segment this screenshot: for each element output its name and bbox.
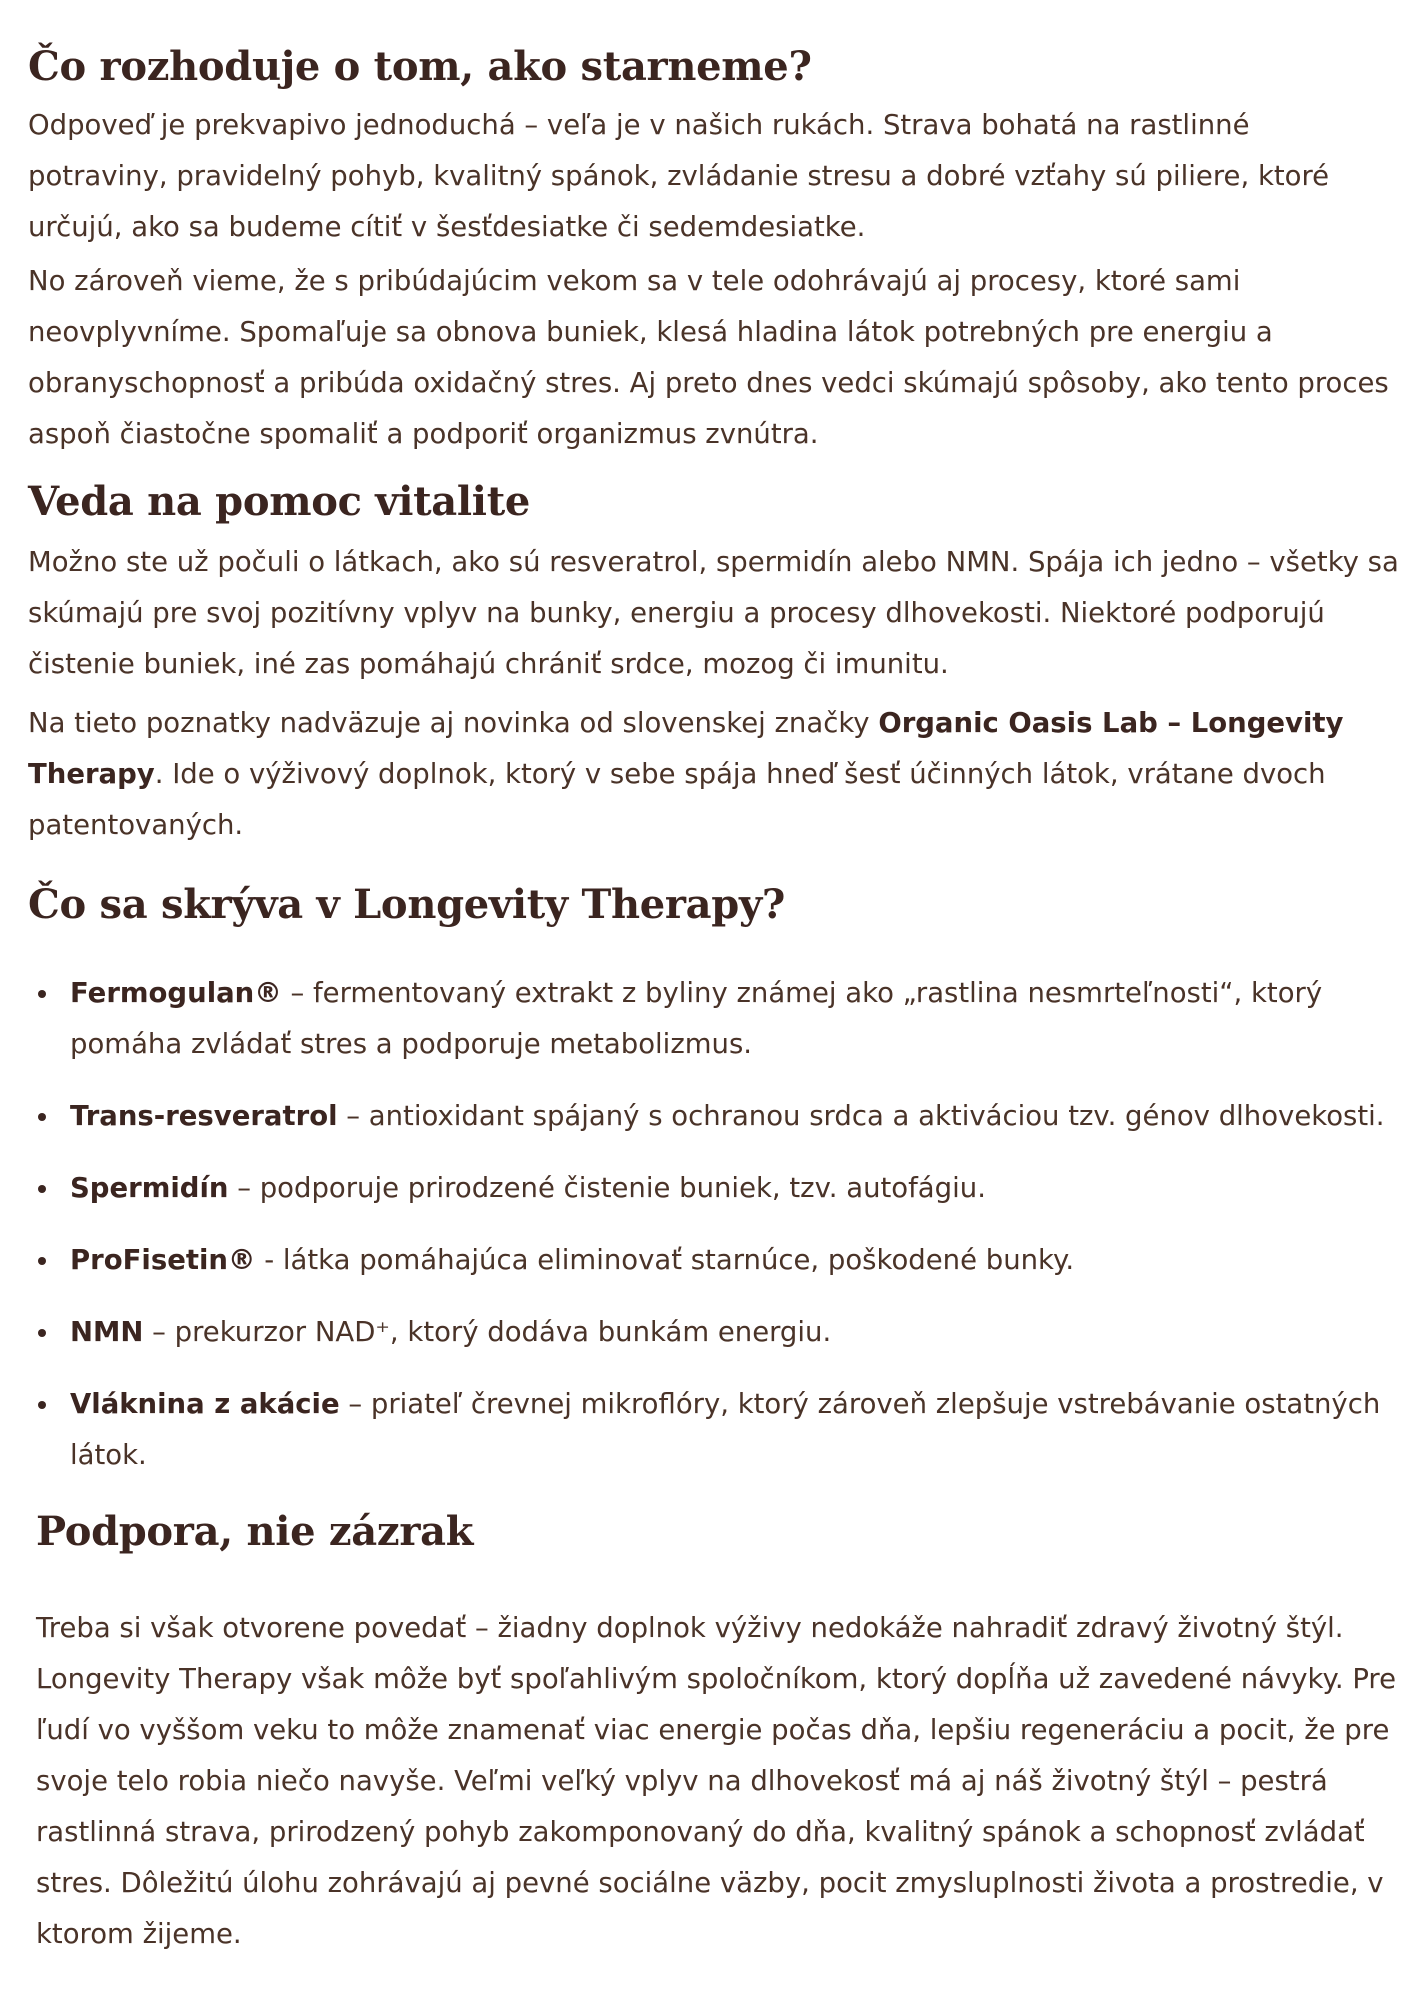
list-item <box>28 1091 1390 1142</box>
ingredient-name: Trans-resveratrol <box>70 1100 338 1132</box>
paragraph-science-2-lead: Na tieto poznatky nadväzuje aj novinka od slovenskej značky <box>28 707 879 739</box>
paragraph-science-2-tail: . Ide o výživový doplnok, ktorý v sebe spája hneď šesť účinných látok, vrátane dvoch patentovaných. <box>28 758 1326 841</box>
ingredient-name: Spermidín <box>70 1172 229 1204</box>
ingredient-desc: – priateľ črevnej mikroflóry, ktorý zároveň zlepšuje vstrebávanie ostatných látok. <box>70 1388 1381 1471</box>
ingredient-list <box>28 968 1390 1502</box>
ingredient-name: Fermogulan® <box>70 977 282 1009</box>
list-item <box>28 1235 1390 1286</box>
ingredient-desc: – podporuje prirodzené čistenie buniek, tzv. autofágiu. <box>228 1172 986 1204</box>
ingredient-name: ProFisetin® <box>70 1244 256 1276</box>
heading-aging: Čo rozhoduje o tom, ako starneme? <box>28 43 812 90</box>
paragraph-science-1: Možno ste už počuli o látkach, ako sú resveratrol, spermidín alebo NMN. Spája ich jedno – všetky sa skúmajú pre svoj pozitívny vplyv na bunky, energiu a procesy dlhovekosti. Niektoré podporujú čistenie buniek, iné zas pomáhajú chrániť srdce, mozog či imunitu. <box>28 546 1399 680</box>
brand-name: Organic Oasis Lab – Longevity Therapy <box>28 707 1344 790</box>
paragraph-aging-2: No zároveň vieme, že s pribúdajúcim vekom sa v tele odohrávajú aj procesy, ktoré sami neovplyvníme. Spomaľuje sa obnova buniek, klesá hladina látok potrebných pre energiu a obranyschopnosť a pribúda oxidačný stres. Aj preto dnes vedci skúmajú spôsoby, ako tento proces aspoň čiastočne spomaliť a podporiť organizmus zvnútra. <box>28 265 1389 450</box>
ingredient-desc: – prekurzor NAD⁺, ktorý dodáva bunkám energiu. <box>143 1316 832 1348</box>
list-item <box>28 1379 1390 1481</box>
list-item <box>28 1163 1390 1214</box>
list-item <box>28 968 1390 1070</box>
paragraph-aging-1: Odpoveď je prekvapivo jednoduchá – veľa je v našich rukách. Strava bohatá na rastlinné potraviny, pravidelný pohyb, kvalitný spánok, zvládanie stresu a dobré vzťahy sú piliere, ktoré určujú, ako sa budeme cítiť v šesťdesiatke či sedemdesiatke. <box>28 109 1330 243</box>
heading-support: Podpora, nie zázrak <box>36 1508 474 1555</box>
paragraph-science-2 <box>28 698 1400 851</box>
paragraph-support: Treba si však otvorene povedať – žiadny doplnok výživy nedokáže nahradiť zdravý životný štýl. Longevity Therapy však môže byť spoľahlivým spoločníkom, ktorý dopĺňa už zavedené návyky. Pre ľudí vo vyššom veku to môže znamenať viac energie počas dňa, lepšiu regeneráciu a pocit, že pre svoje telo robia niečo navyše. Veľmi veľký vplyv na dlhovekosť má aj náš životný štýl – pestrá rastlinná strava, prirodzený pohyb zakomponovaný do dňa, kvalitný spánok a schopnosť zvládať stres. Dôležitú úlohu zohrávajú aj pevné sociálne väzby, pocit zmysluplnosti života a prostredie, v ktorom žijeme. <box>36 1612 1397 1950</box>
ingredient-desc: – antioxidant spájaný s ochranou srdca a aktiváciou tzv. génov dlhovekosti. <box>337 1100 1385 1132</box>
ingredient-name: Vláknina z akácie <box>70 1388 340 1420</box>
ingredient-desc: – fermentovaný extrakt z byliny známej ako „rastlina nesmrteľnosti“, ktorý pomáha zvládať stres a podporuje metabolizmus. <box>70 977 1323 1060</box>
heading-science: Veda na pomoc vitalite <box>28 478 531 525</box>
ingredient-desc: - látka pomáhajúca eliminovať starnúce, poškodené bunky. <box>255 1244 1075 1276</box>
heading-ingredients: Čo sa skrýva v Longevity Therapy? <box>28 881 786 928</box>
list-item <box>28 1307 1390 1358</box>
ingredient-name: NMN <box>70 1316 144 1348</box>
